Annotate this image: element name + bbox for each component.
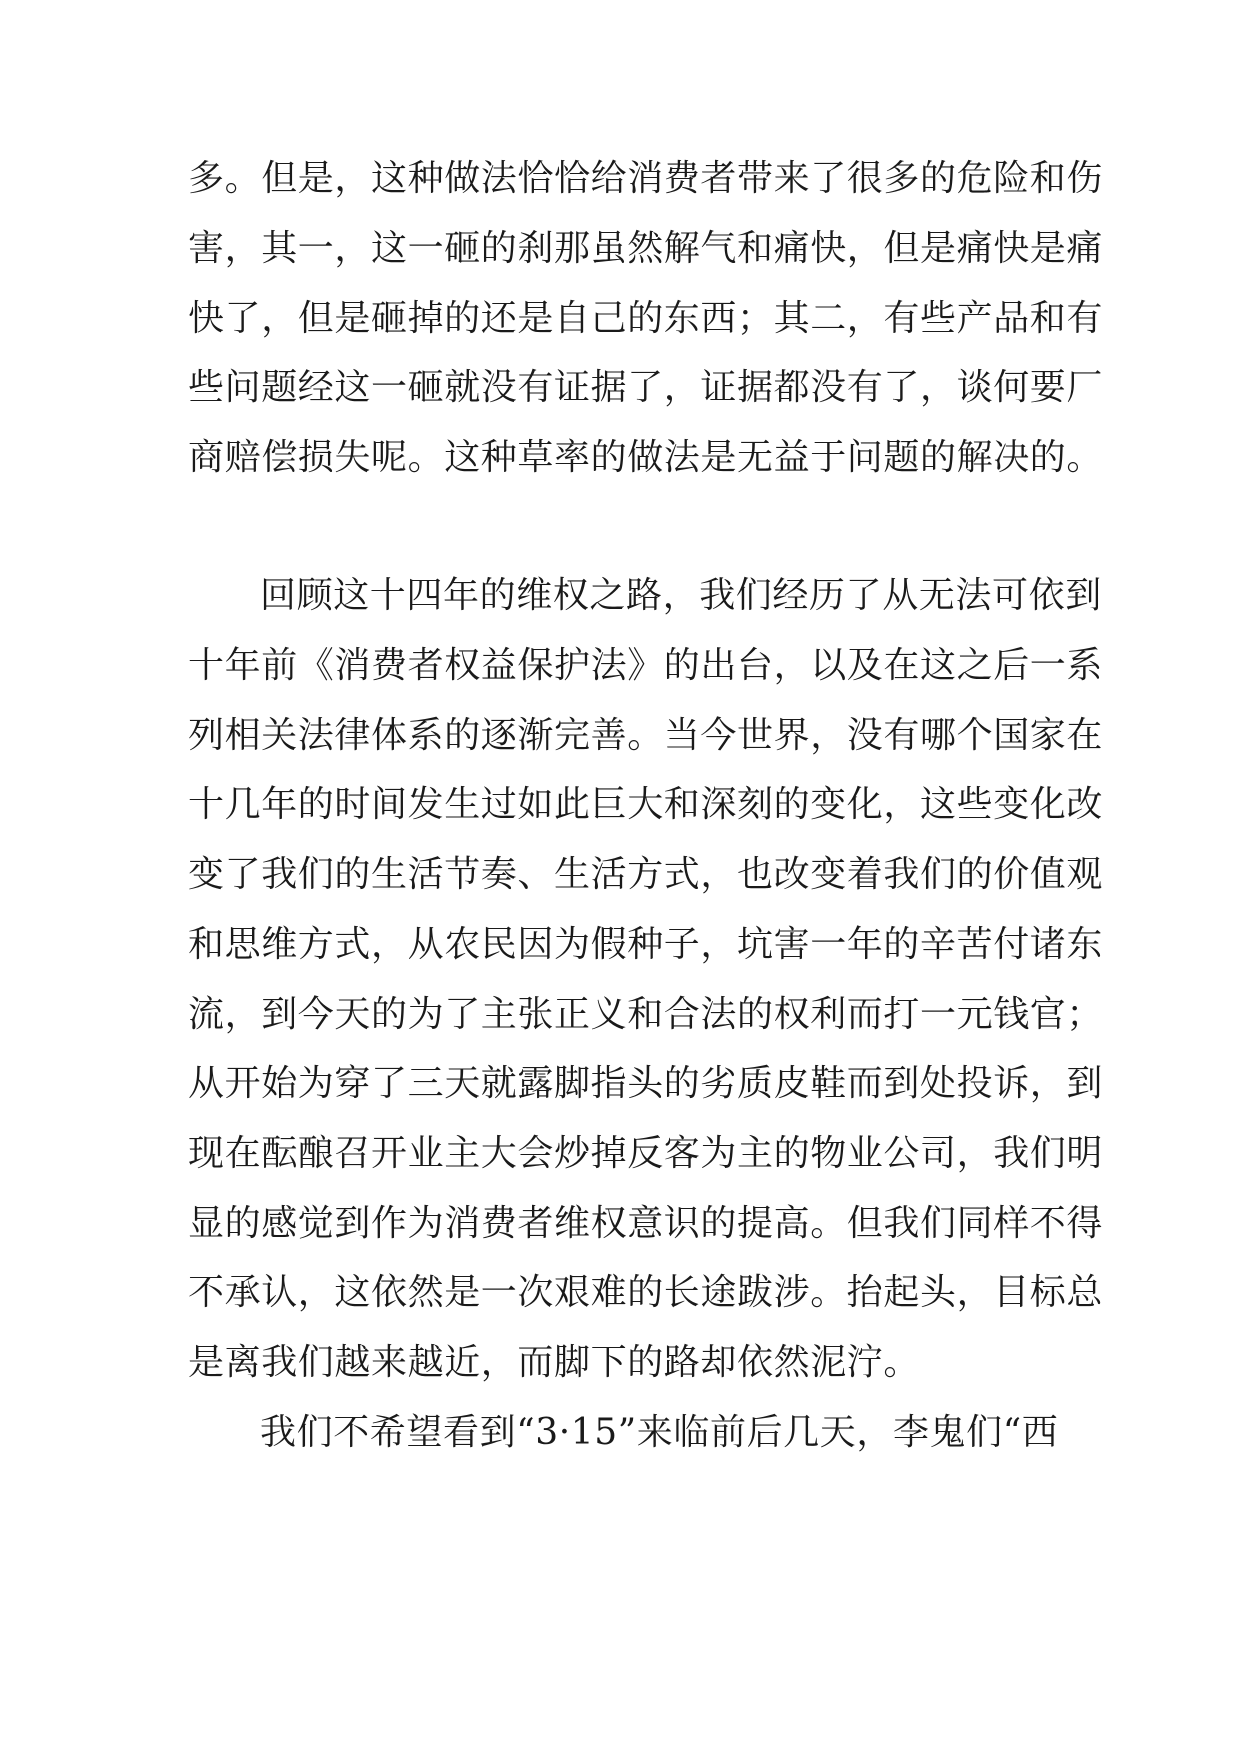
paragraph-1-line-5: 商赔偿损失呢。这种草率的做法是无益于问题的解决的。 bbox=[188, 437, 1104, 478]
paragraph-2-line-12: 是离我们越来越近，而脚下的路却依然泥泞。 bbox=[188, 1342, 921, 1383]
paragraph-1-line-3: 快了，但是砸掉的还是自己的东西；其二，有些产品和有 bbox=[188, 298, 1104, 339]
paragraph-2-line-6: 和思维方式，从农民因为假种子，坑害一年的辛苦付诸东 bbox=[188, 924, 1104, 965]
paragraph-2-line-5: 变了我们的生活节奏、生活方式，也改变着我们的价值观 bbox=[188, 854, 1104, 895]
paragraph-1-line-4: 些问题经这一砸就没有证据了，证据都没有了，谈何要厂 bbox=[188, 367, 1104, 408]
paragraph-2-line-11: 不承认，这依然是一次艰难的长途跋涉。抬起头，目标总 bbox=[188, 1272, 1104, 1313]
paragraph-1-line-1: 多。但是，这种做法恰恰给消费者带来了很多的危险和伤 bbox=[188, 158, 1104, 199]
paragraph-2-line-7: 流，到今天的为了主张正义和合法的权利而打一元钱官； bbox=[188, 994, 1104, 1035]
paragraph-2-line-3: 列相关法律体系的逐渐完善。当今世界，没有哪个国家在 bbox=[188, 715, 1104, 756]
paragraph-3-line-1: 我们不希望看到“3·15”来临前后几天，李鬼们“西 bbox=[260, 1412, 1059, 1453]
paragraph-2-line-10: 显的感觉到作为消费者维权意识的提高。但我们同样不得 bbox=[188, 1203, 1104, 1244]
paragraph-2-line-1: 回顾这十四年的维权之路，我们经历了从无法可依到 bbox=[260, 575, 1102, 616]
paragraph-2-line-9: 现在酝酿召开业主大会炒掉反客为主的物业公司，我们明 bbox=[188, 1133, 1104, 1174]
paragraph-2-line-2: 十年前《消费者权益保护法》的出台，以及在这之后一系 bbox=[188, 645, 1104, 686]
paragraph-2-line-8: 从开始为穿了三天就露脚指头的劣质皮鞋而到处投诉，到 bbox=[188, 1063, 1104, 1104]
paragraph-1-line-2: 害，其一，这一砸的刹那虽然解气和痛快，但是痛快是痛 bbox=[188, 228, 1104, 269]
paragraph-2-line-4: 十几年的时间发生过如此巨大和深刻的变化，这些变化改 bbox=[188, 784, 1104, 825]
